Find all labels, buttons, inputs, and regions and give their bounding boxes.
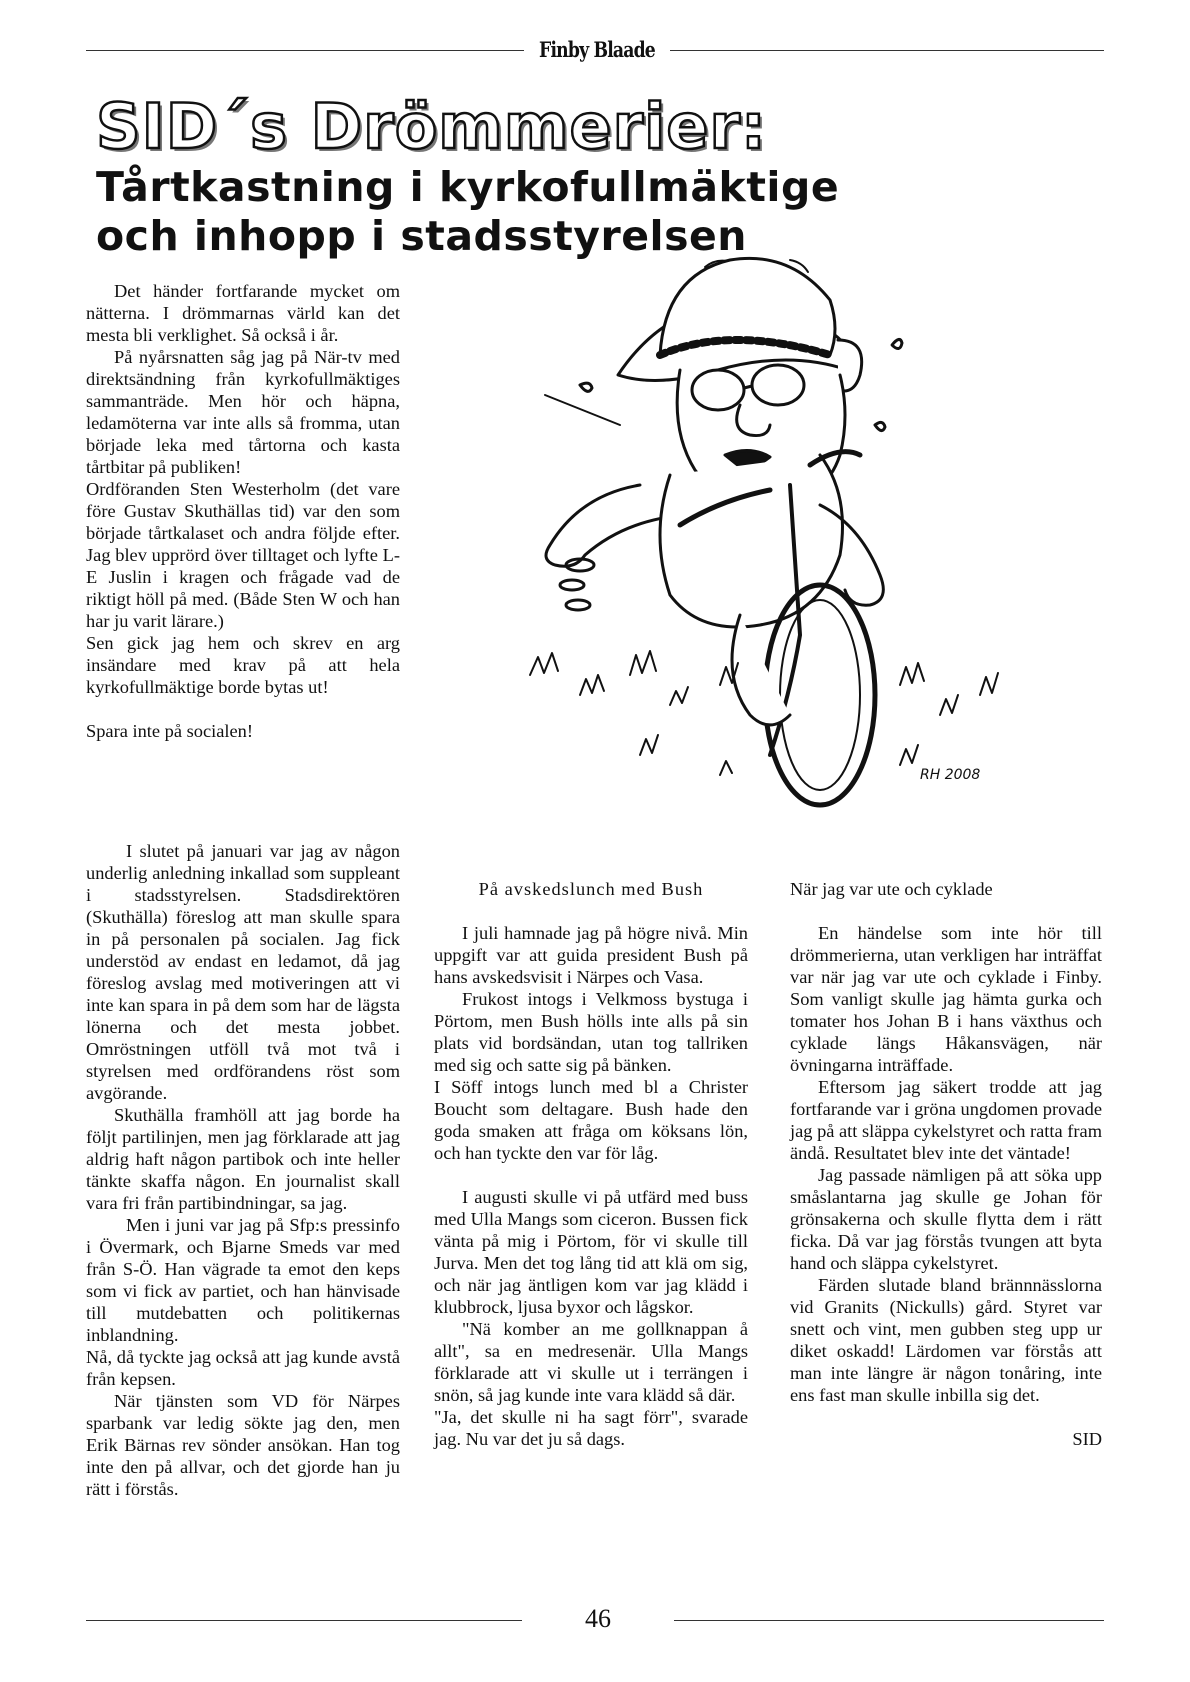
paragraph: "Nä komber an me gollknappan å allt", sa en medresenär. Ulla Mangs förklarade att vi skulle ut i terrängen i snön, så jag kunde inte vara klädd så där. bbox=[434, 1319, 748, 1405]
page-footer bbox=[86, 1600, 1104, 1640]
footer-rule-left bbox=[86, 1620, 522, 1621]
article-subtitle-line-2: och inhopp i stadsstyrelsen bbox=[96, 212, 747, 260]
page-number: 46 bbox=[585, 1604, 611, 1633]
paragraph: "Ja, det skulle ni ha sagt förr", svarade jag. Nu var det ju så dags. bbox=[434, 1407, 748, 1449]
column-a bbox=[86, 280, 400, 742]
footer-rule-right bbox=[674, 1620, 1104, 1621]
column-c bbox=[434, 878, 748, 1450]
section-heading: När jag var ute och cyklade bbox=[790, 879, 993, 899]
section-heading: Spara inte på socialen! bbox=[86, 721, 253, 741]
paragraph: Men i juni var jag på Sfp:s pressinfo i Övermark, och Bjarne Smeds var med från S-Ö. Han vägrade ta emot den keps som vi fick av partiet, och han hänvisade till mutdebatten och politikernas inblandning. bbox=[86, 1215, 400, 1345]
paragraph: Nå, då tyckte jag också att jag kunde avstå från kepsen. bbox=[86, 1347, 400, 1389]
cartoon-signature: RH 2008 bbox=[920, 767, 981, 783]
paragraph: Frukost intogs i Velkmoss bystuga i Pörtom, men Bush hölls inte alls på sin plats vid bordsändan, utan tog tallriken med sig och satte sig på bänken. bbox=[434, 989, 748, 1075]
cartoon-cyclist-illustration bbox=[520, 255, 1040, 835]
paragraph: I juli hamnade jag på högre nivå. Min uppgift var att guida president Bush på hans avskedsvisit i Närpes och Vasa. bbox=[434, 923, 748, 987]
paragraph: Ordföranden Sten Westerholm (det vare före Gustav Skuthällas tid) var den som började tårtkalaset och andra följde efter. Jag blev upprörd över tilltaget och lyfte L-E Juslin i kragen och frågade vad de riktigt höll på med. (Både Sten W och han har ju varit lärare.) bbox=[86, 479, 400, 631]
article-subtitle-line-1: Tårtkastning i kyrkofullmäktige bbox=[96, 163, 840, 211]
column-d bbox=[790, 878, 1102, 1450]
column-b bbox=[86, 840, 400, 1500]
paragraph: I augusti skulle vi på utfärd med buss med Ulla Mangs som ciceron. Bussen fick vänta på mig i Pörtom, för vi skulle till Jurva. Men det tog lång tid att klä om sig, och när jag äntligen kom var jag klädd i klubbrock, ljusa byxor och lågskor. bbox=[434, 1187, 748, 1317]
paragraph: På nyårsnatten såg jag på När-tv med direktsändning från kyrkofullmäktiges sammanträde. Men hör och häpna, ledamöterna var inte alls så fromma, utan började leka med tårtorna och kasta tårtbitar på publiken! bbox=[86, 347, 400, 477]
article-title: SID´s Drömmerier: bbox=[96, 90, 767, 163]
page-header bbox=[86, 34, 1104, 68]
paragraph: Eftersom jag säkert trodde att jag fortfarande var i gröna ungdomen provade jag på att släppa cykelstyret och ratta fram ändå. Resultatet blev inte det väntade! bbox=[790, 1077, 1103, 1163]
paragraph: Skuthälla framhöll att jag borde ha följt partilinjen, men jag förklarade att jag aldrig haft någon partibok och inte heller tänkte skaffa någon. En journalist skall vara fri från partibindningar, sa jag. bbox=[86, 1105, 400, 1213]
paragraph: I slutet på januari var jag av någon underlig anledning inkallad som suppleant i stadsstyrelsen. Stadsdirektören (Skuthälla) föreslog att man skulle spara in på personalen på socialen. Jag fick understöd av endast en ledamot, då jag föreslog avslag med motiveringen att vi inte kan spara in på dem som har de lägsta lönerna och det mesta jobbet. Omröstningen utföll två mot två i styrelsen med ordförandens röst som avgörande. bbox=[86, 841, 400, 1103]
paragraph: När tjänsten som VD för Närpes sparbank var ledig sökte jag den, men Erik Bärnas rev sönder ansökan. Han tog inte den på allvar, och det gjorde han ju rätt i förstås. bbox=[86, 1391, 400, 1499]
paragraph: Sen gick jag hem och skrev en arg insändare med krav på att hela kyrkofullmäktige borde bytas ut! bbox=[86, 633, 400, 697]
header-rule-right bbox=[670, 50, 1104, 51]
paragraph: Jag passade nämligen på att söka upp småslantarna jag skulle ge Johan för grönsakerna och skulle flytta dem i rätt ficka. Då var jag förstås tvungen att byta hand och släppa cykelstyret. bbox=[790, 1165, 1102, 1273]
publication-name: Finby Blaade bbox=[539, 37, 655, 62]
author-signature: SID bbox=[1072, 1429, 1102, 1449]
paragraph: I Söff intogs lunch med bl a Christer Boucht som deltagare. Bush hade den goda smaken att fråga om köksans lön, och han tyckte den var för låg. bbox=[434, 1077, 748, 1163]
header-rule-left bbox=[86, 50, 524, 51]
paragraph: Färden slutade bland brännnässlorna vid Granits (Nickulls) gård. Styret var snett och vint, men gubben steg upp ur diket oskadd! Lärdomen var förstås att man inte längre är någon tonåring, inte ens fast man skulle inbilla sig det. bbox=[790, 1275, 1102, 1405]
section-heading: På avskedslunch med Bush bbox=[478, 879, 704, 899]
paragraph: Det händer fortfarande mycket om nätterna. I drömmarnas värld kan det mesta bli verklighet. Så också i år. bbox=[86, 281, 400, 345]
paragraph: En händelse som inte hör till drömmerierna, utan verkligen har inträffat var när jag var ute och cyklade i Finby. Som vanligt skulle jag hämta gurka och tomater hos Johan B i hans växthus och cyklade längs Håkansvägen, när övningarna inträffade. bbox=[790, 923, 1102, 1075]
